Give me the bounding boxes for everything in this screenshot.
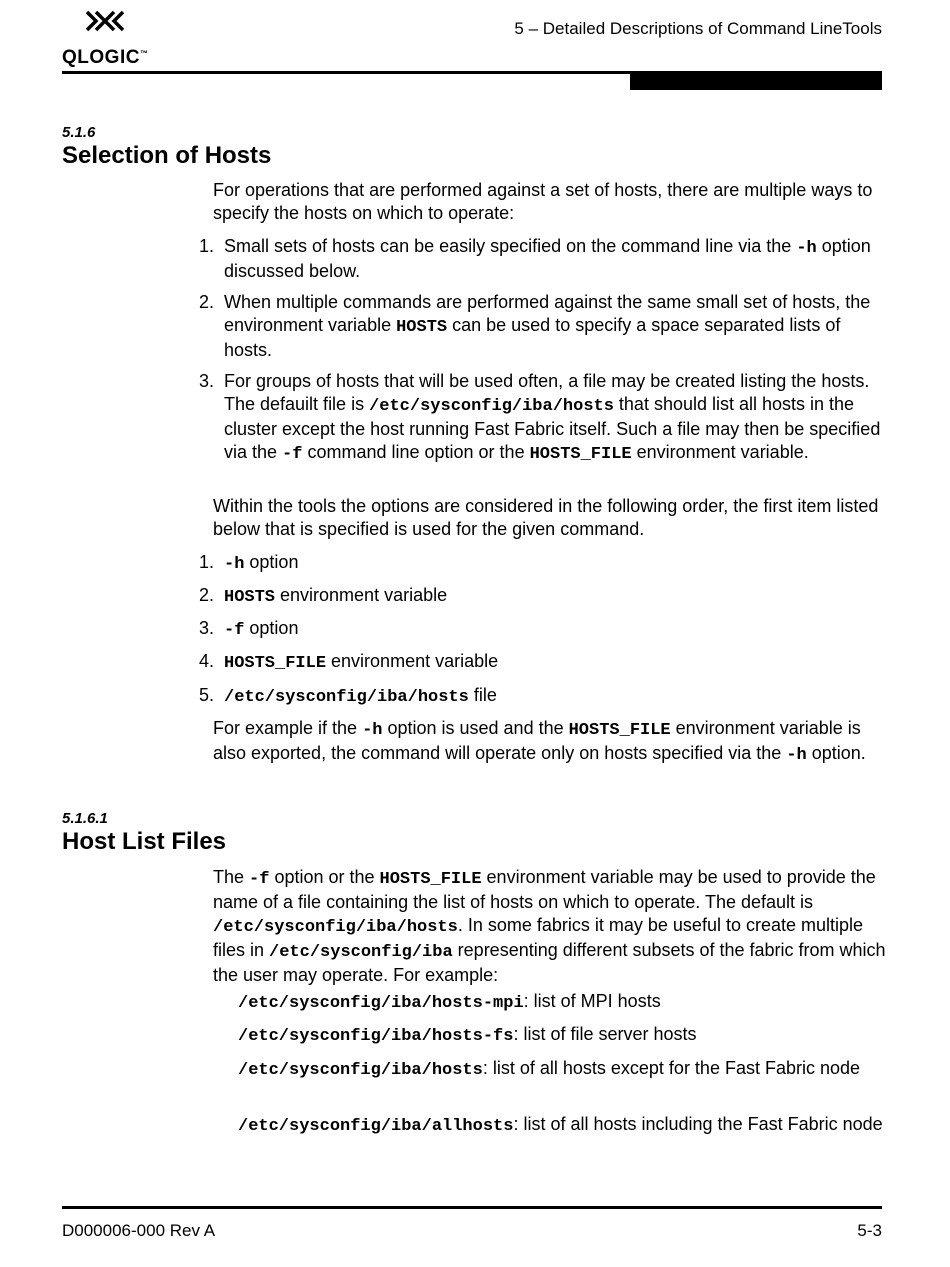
qlogic-logo xyxy=(62,10,152,68)
list-item: 3. For groups of hosts that will be used often, a file may be created listing the hosts. The defauilt file is /etc/sysconfig/iba/hosts that should list all hosts in the cluster except the host running Fast Fabric itself. Such a file may then be specified via the -f command line option or the HOSTS_FILE environment variable. xyxy=(199,371,881,464)
footer-rule xyxy=(62,1206,882,1209)
list-item: 2. When multiple commands are performed against the same small set of hosts, the environment variable HOSTS can be used to specify a space separated lists of hosts. xyxy=(199,292,871,360)
subsection-title: Host List Files xyxy=(62,828,227,855)
list-item: 3. -f option xyxy=(199,618,299,640)
list-item: 1. -h option xyxy=(199,552,299,574)
intro-paragraph: For operations that are performed against a set of hosts, there are multiple ways to specify the hosts on which to operate: xyxy=(213,180,873,223)
host-files-paragraph: The -f option or the HOSTS_FILE environment variable may be used to provide the name of a file containing the list of hosts on which to operate. The default is /etc/sysconfig/iba/hosts. In some fabrics it may be useful to create multiple files in /etc/sysconfig/iba representing different subsets of the fabric from which the user may operate. For example: xyxy=(213,867,886,985)
logo-wordmark: QLOGIC™ xyxy=(62,47,149,68)
host-file-entry: /etc/sysconfig/iba/hosts: list of all hosts except for the Fast Fabric node xyxy=(238,1058,861,1080)
page-number: 5-3 xyxy=(857,1221,882,1240)
order-paragraph: Within the tools the options are considered in the following order, the first item listed below that is specified is used for the given command. xyxy=(213,496,879,539)
subsection-number: 5.1.6.1 xyxy=(62,810,108,827)
qlogic-emblem-icon xyxy=(83,10,127,40)
host-file-entry: /etc/sysconfig/iba/allhosts: list of all hosts including the Fast Fabric node xyxy=(238,1114,883,1136)
list-item: 4. HOSTS_FILE environment variable xyxy=(199,651,499,673)
section-title: Selection of Hosts xyxy=(62,142,272,169)
header-bar xyxy=(630,74,882,90)
host-file-entry: /etc/sysconfig/iba/hosts-fs: list of file server hosts xyxy=(238,1024,697,1046)
list-item: 2. HOSTS environment variable xyxy=(199,585,448,607)
list-item: 1. Small sets of hosts can be easily specified on the command line via the -h option discussed below. xyxy=(199,236,871,281)
section-number: 5.1.6 xyxy=(62,124,96,141)
host-file-entry: /etc/sysconfig/iba/hosts-mpi: list of MPI hosts xyxy=(238,991,661,1013)
document-id: D000006-000 Rev A xyxy=(62,1221,216,1240)
example-paragraph: For example if the -h option is used and the HOSTS_FILE environment variable is also exported, the command will operate only on hosts specified via the -h option. xyxy=(213,718,866,765)
list-item: 5. /etc/sysconfig/iba/hosts file xyxy=(199,685,497,707)
running-header: 5 – Detailed Descriptions of Command LineTools xyxy=(514,19,882,38)
